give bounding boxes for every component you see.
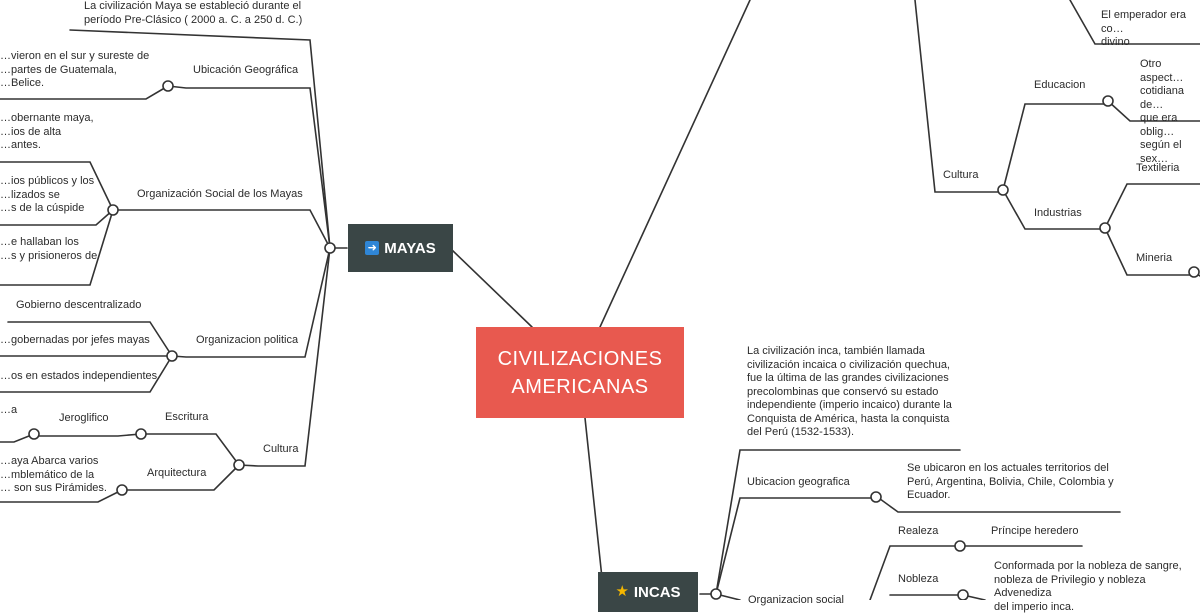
mayas-org-politica-item-1[interactable]: Gobierno descentralizado [16,299,142,311]
mayas-escritura-leaf[interactable]: …a [0,404,18,416]
topic-mayas-title: MAYAS [384,239,436,257]
node-dot [1100,223,1110,233]
educacion-text[interactable]: Otro aspect… cotidiana de… que era oblig… según el sex… [1140,58,1185,165]
mayas-arquitectura-text[interactable]: …aya Abarca varios …mblemático de la … son sus Pirámides. [0,455,107,494]
mayas-org-social-item-2[interactable]: …ios públicos y los …lizados se …s de la cúspide [0,175,95,214]
node-dot [711,589,721,599]
node-dot [998,185,1008,195]
mayas-org-social-item-1[interactable]: …obernante maya, …ios de alta …antes. [0,112,94,151]
node-dot [108,205,118,215]
mayas-org-politica-item-3[interactable]: …os en estados independientes [0,370,158,382]
mayas-intro[interactable]: La civilización Maya se estableció durante el período Pre-Clásico ( 2000 a. C. a 250 d. C.) [84,0,303,26]
mayas-org-social-label[interactable]: Organización Social de los Mayas [137,188,303,200]
incas-realeza-label[interactable]: Realeza [898,525,939,537]
node-dot [1189,267,1199,277]
educacion-label[interactable]: Educacion [1034,79,1086,91]
node-dot [871,492,881,502]
topic-mayas[interactable] [348,224,453,272]
node-dot [234,460,244,470]
incas-org-social-label[interactable]: Organizacion social [748,594,844,606]
mayas-org-politica-item-2[interactable]: …gobernadas por jefes mayas [0,334,150,346]
incas-intro[interactable]: La civilización inca, también llamada civilización incaica o civilización quechua, fue la última de las grandes civilizaciones precolombinas que conservó su estado independiente (imperio incaico) durante la Conquista de América, hasta la conquista del Perú (1532-1533). [747,345,952,438]
mayas-jeroglifico-label[interactable]: Jeroglifico [59,412,109,424]
mayas-cultura-label[interactable]: Cultura [263,443,299,455]
node-dot [958,590,968,600]
incas-ubicacion-label[interactable]: Ubicacion geografica [747,476,850,488]
node-dot [136,429,146,439]
node-dot [117,485,127,495]
incas-ubicacion-text[interactable]: Se ubicaron en los actuales territorios del Perú, Argentina, Bolivia, Chile, Colombia y Ecuador. [907,462,1114,501]
node-dot [29,429,39,439]
topic-incas[interactable] [598,572,698,612]
mayas-ubicacion-label[interactable]: Ubicación Geográfica [193,64,299,76]
mayas-arquitectura-label[interactable]: Arquitectura [147,467,207,479]
node-dot [325,243,335,253]
node-dot [167,351,177,361]
mayas-org-politica-label[interactable]: Organizacion politica [196,334,299,346]
node-dot [1103,96,1113,106]
node-dot [955,541,965,551]
star-icon: ★ [615,583,629,600]
textileria-label[interactable]: Textileria [1136,162,1180,174]
root-topic[interactable] [476,327,684,418]
mayas-org-social-item-3[interactable]: …e hallaban los …s y prisioneros de [0,236,98,262]
root-title: CIVILIZACIONES AMERICANAS [497,347,663,398]
incas-principe-label[interactable]: Príncipe heredero [991,525,1079,537]
incas-nobleza-text[interactable]: Conformada por la nobleza de sangre, nobleza de Privilegio y nobleza Advenediza del imperio inca. [994,560,1182,613]
mayas-escritura-label[interactable]: Escritura [165,411,209,423]
mineria-label[interactable]: Mineria [1136,252,1173,264]
industrias-label[interactable]: Industrias [1034,207,1082,219]
emperador-text[interactable]: El emperador era co… divino [1101,9,1186,48]
node-dot [163,81,173,91]
arrow-right-icon: ➜ [365,241,379,255]
mayas-ubicacion-text[interactable]: …vieron en el sur y sureste de …partes de Guatemala, …Belice. [0,50,150,89]
cultura-label-right[interactable]: Cultura [943,169,979,181]
incas-nobleza-label[interactable]: Nobleza [898,573,939,585]
topic-incas-title: INCAS [633,583,681,601]
